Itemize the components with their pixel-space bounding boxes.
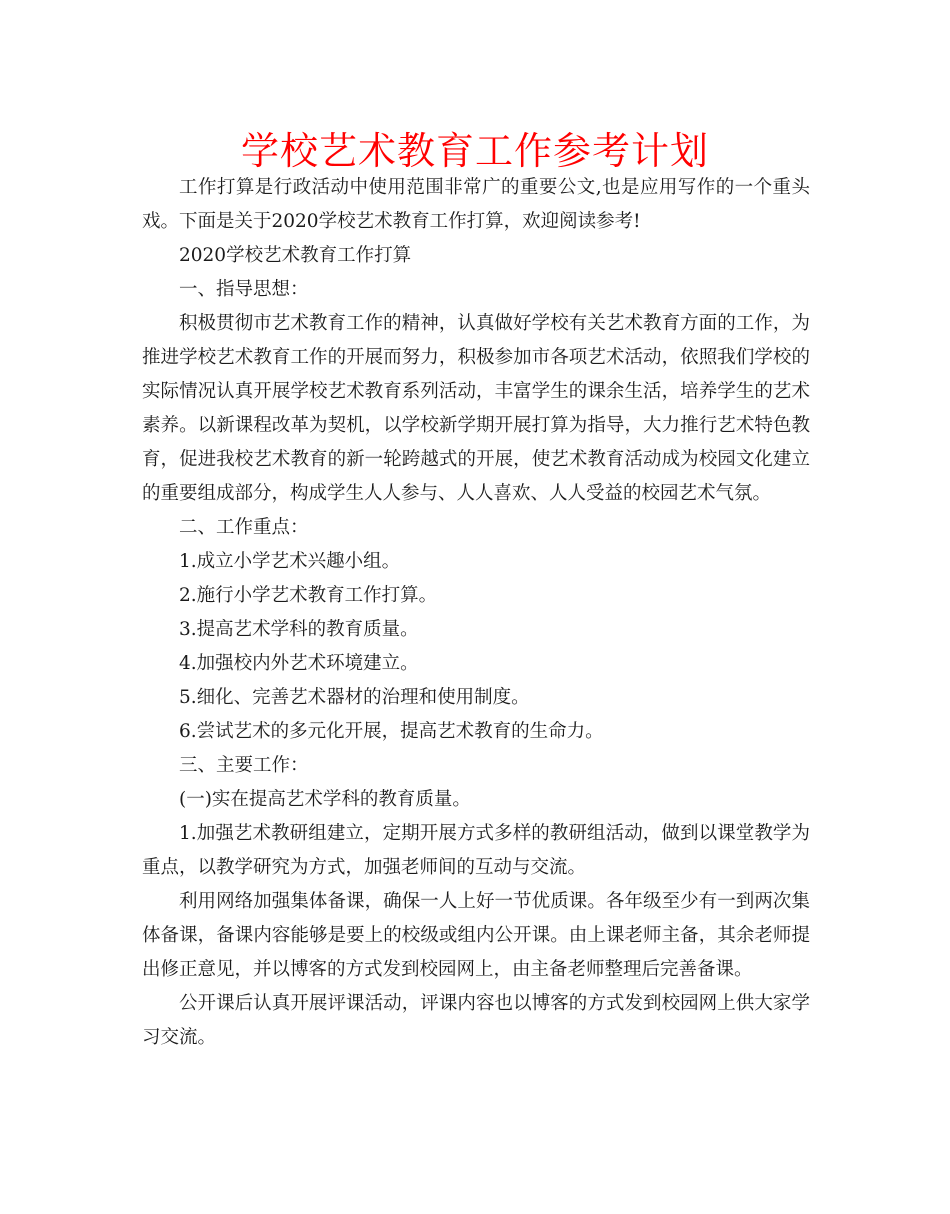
focus-item-2: 2.施行小学艺术教育工作打算。 <box>179 585 438 606</box>
document-title: 学校艺术教育工作参考计划 <box>240 129 709 173</box>
focus-item-6: 6.尝试艺术的多元化开展，提高艺术教育的生命力。 <box>179 721 604 742</box>
main-work-paragraph-2: 利用网络加强集体备课，确保一人上好一节优质课。各年级至少有一到两次集体备课，备课内容能够是要上的校级或组内公开课。由上课老师主备，其余老师提出修正意见，并以博客的方式发到校园网上，由主备老师整理后完善备课。 <box>142 891 810 980</box>
focus-item-5: 5.细化、完善艺术器材的治理和使用制度。 <box>179 687 530 708</box>
document-body <box>142 171 810 1055</box>
focus-item-4: 4.加强校内外艺术环境建立。 <box>179 653 419 674</box>
section-heading-work-focus: 二、工作重点： <box>179 517 309 538</box>
intro-paragraph: 工作打算是行政活动中使用范围非常广的重要公文,也是应用写作的一个重头戏。下面是关于2020学校艺术教育工作打算，欢迎阅读参考! <box>142 177 810 232</box>
subtitle-line: 2020学校艺术教育工作打算 <box>179 245 412 266</box>
focus-item-1: 1.成立小学艺术兴趣小组。 <box>179 551 401 572</box>
main-work-paragraph-1: 1.加强艺术教研组建立，定期开展方式多样的教研组活动，做到以课堂教学为重点，以教学研究为方式，加强老师间的互动与交流。 <box>142 823 810 878</box>
section-heading-main-work: 三、主要工作： <box>179 755 309 776</box>
focus-item-3: 3.提高艺术学科的教育质量。 <box>179 619 419 640</box>
guiding-thought-paragraph: 积极贯彻市艺术教育工作的精神，认真做好学校有关艺术教育方面的工作，为推进学校艺术教育工作的开展而努力，积极参加市各项艺术活动，依照我们学校的实际情况认真开展学校艺术教育系列活动，丰富学生的课余生活，培养学生的艺术素养。以新课程改革为契机，以学校新学期开展打算为指导，大力推行艺术特色教育，促进我校艺术教育的新一轮跨越式的开展，使艺术教育活动成为校园文化建立的重要组成部分，构成学生人人参与、人人喜欢、人人受益的校园艺术气氛。 <box>142 313 810 504</box>
section-heading-guiding-thought: 一、指导思想： <box>179 279 309 300</box>
main-work-paragraph-3: 公开课后认真开展评课活动，评课内容也以博客的方式发到校园网上供大家学习交流。 <box>142 993 810 1048</box>
subsection-heading-1: (一)实在提高艺术学科的教育质量。 <box>179 789 471 810</box>
